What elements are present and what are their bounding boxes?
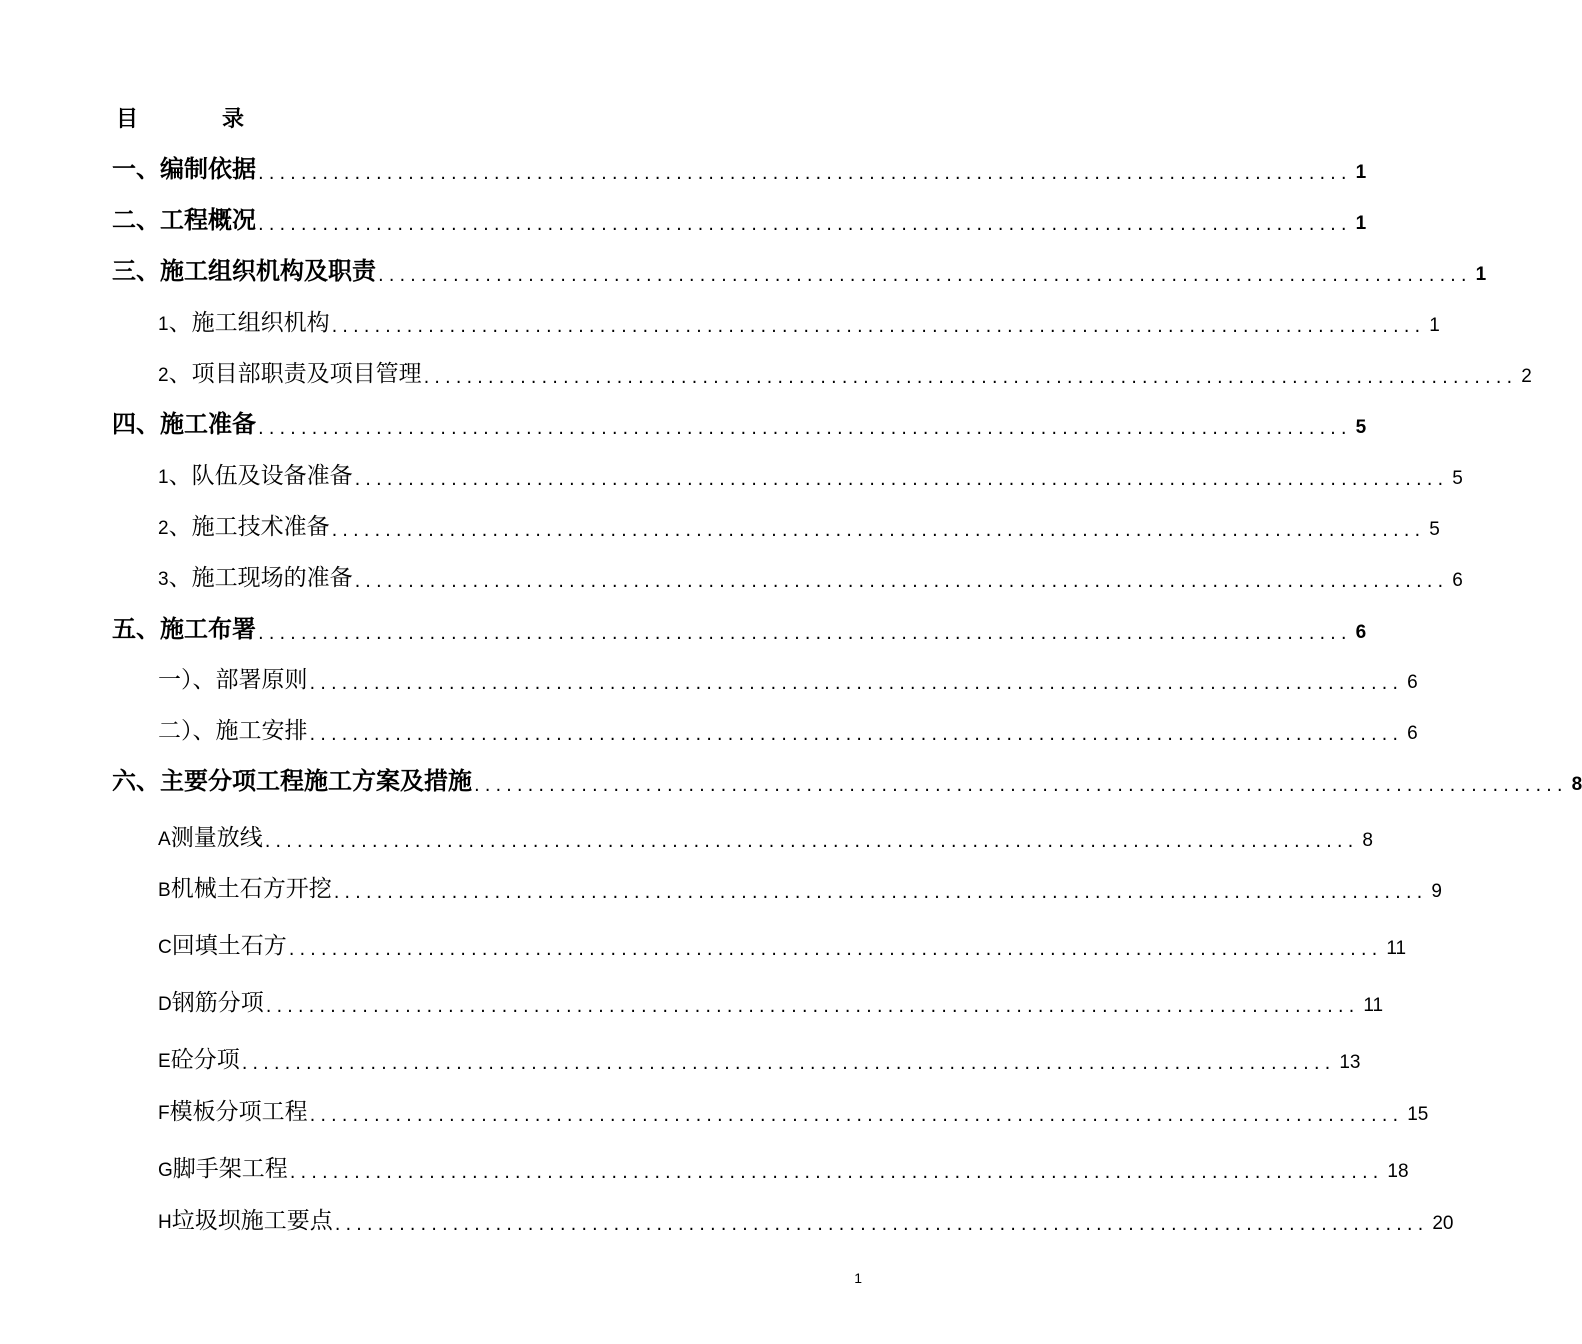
toc-entry-text: 二、工程概况 xyxy=(112,206,256,234)
toc-entry-page: 15 xyxy=(1407,1104,1429,1125)
toc-entry-text: 脚手架工程 xyxy=(172,1156,288,1182)
page-number: 1 xyxy=(854,1270,862,1286)
toc-entry-prefix: F xyxy=(158,1103,170,1124)
toc-title-right: 录 xyxy=(222,107,245,132)
toc-entry-page: 11 xyxy=(1363,995,1384,1016)
toc-entry-text: 三、施工组织机构及职责 xyxy=(112,257,376,285)
toc-entry-text: 、施工组织机构 xyxy=(168,310,330,336)
toc-entry[interactable]: 三、施工组织机构及职责 ...................................................................................................... 1 xyxy=(112,250,856,286)
toc-entry[interactable]: 二、工程概况 ...................................................................................................... 1 xyxy=(112,199,856,235)
toc-entry[interactable]: 一）、部署原则 ...................................................................................................... 6 xyxy=(158,660,856,694)
toc-entry-prefix: 2 xyxy=(158,365,169,386)
toc-entry[interactable]: 五、施工布署 ...................................................................................................... 6 xyxy=(112,608,856,644)
toc-entry-text: 、队伍及设备准备 xyxy=(168,463,353,489)
toc-entry-prefix: A xyxy=(158,829,171,850)
toc-entry[interactable]: 2、施工技术准备 ...................................................................................................... 5 xyxy=(158,514,1440,541)
toc-entry[interactable]: C回填土石方 ...................................................................................................... 11 xyxy=(158,933,1407,960)
toc-entry-prefix: G xyxy=(158,1160,173,1181)
toc-entry-prefix: C xyxy=(158,937,172,958)
toc-entry-text: 、项目部职责及项目管理 xyxy=(168,361,422,387)
toc-entry-text: 测量放线 xyxy=(170,825,263,851)
toc-entry-text: 一）、部署原则 xyxy=(158,667,308,693)
toc-entry[interactable]: 四、施工准备 ...................................................................................................... 5 xyxy=(112,403,856,439)
toc-entry-text: 机械土石方开挖 xyxy=(170,876,332,902)
toc-entry-text: 二）、施工安排 xyxy=(158,718,308,744)
toc-title-left: 目 xyxy=(116,107,139,132)
toc-entry-text: 钢筋分项 xyxy=(171,990,264,1016)
toc-entry[interactable]: A测量放线 ...................................................................................................... 8 xyxy=(158,825,1373,852)
toc-entry-page: 6 xyxy=(1452,570,1463,591)
toc-entry-page: 5 xyxy=(1452,468,1463,489)
toc-entry[interactable]: 1、队伍及设备准备 ...................................................................................................... 5 xyxy=(158,463,1463,490)
toc-entry-text: 四、施工准备 xyxy=(112,410,256,438)
toc-entry-page: 1 xyxy=(1475,264,1487,285)
toc-entry-page: 9 xyxy=(1431,881,1442,902)
toc-entry-prefix: H xyxy=(158,1212,172,1233)
toc-entry[interactable]: 二）、施工安排 ...................................................................................................... 6 xyxy=(158,711,856,745)
toc-entry-page: 6 xyxy=(1407,672,1418,693)
toc-entry-page: 1 xyxy=(1355,162,1367,183)
toc-entry-page: 8 xyxy=(1362,830,1373,851)
toc-entry-page: 1 xyxy=(1355,213,1367,234)
toc-entry-text: 回填土石方 xyxy=(171,933,287,959)
toc-entry[interactable]: 3、施工现场的准备 ...................................................................................................... 6 xyxy=(158,565,1463,592)
toc-entry-text: 六、主要分项工程施工方案及措施 xyxy=(112,767,472,795)
toc-entry[interactable]: B机械土石方开挖 ...................................................................................................... 9 xyxy=(158,876,1442,903)
toc-entry-text: 五、施工布署 xyxy=(112,615,256,643)
toc-entry[interactable]: 六、主要分项工程施工方案及措施 ...................................................................................................... 8 xyxy=(112,760,856,796)
toc-title xyxy=(116,102,244,133)
toc-entry-page: 8 xyxy=(1571,774,1582,795)
toc-entry[interactable]: E砼分项 ...................................................................................................... 13 xyxy=(158,1047,1361,1074)
toc-entry[interactable]: 1、施工组织机构 ...................................................................................................... 1 xyxy=(158,310,1440,337)
toc-entry-prefix: 2 xyxy=(158,518,169,539)
toc-entry-page: 18 xyxy=(1387,1161,1409,1182)
toc-entry-prefix: 1 xyxy=(158,467,169,488)
toc-entry-prefix: 3 xyxy=(158,569,169,590)
toc-entry[interactable]: D钢筋分项 ...................................................................................................... 11 xyxy=(158,990,1384,1017)
toc-entry-text: 、施工现场的准备 xyxy=(168,565,353,591)
toc-entry-prefix: E xyxy=(158,1051,171,1072)
toc-entry[interactable]: 2、项目部职责及项目管理 ...................................................................................................... 2 xyxy=(158,361,1532,388)
toc-entry-text: 一、编制依据 xyxy=(112,155,256,183)
toc-entry[interactable]: G脚手架工程 ...................................................................................................... 18 xyxy=(158,1156,1409,1183)
toc-entry[interactable]: F模板分项工程 ...................................................................................................... 15 xyxy=(158,1099,1429,1126)
toc-entry-page: 5 xyxy=(1355,417,1367,438)
toc-entry-page: 11 xyxy=(1386,938,1407,959)
toc-entry-page: 13 xyxy=(1339,1052,1361,1073)
toc-entry-text: 垃圾坝施工要点 xyxy=(171,1208,333,1234)
toc-entry-page: 6 xyxy=(1407,723,1418,744)
toc-entry[interactable]: 一、编制依据 ...................................................................................................... 1 xyxy=(112,148,856,184)
toc-entry[interactable]: H垃圾坝施工要点 ...................................................................................................... 20 xyxy=(158,1208,1454,1235)
toc-entry-page: 1 xyxy=(1429,315,1440,336)
toc-entry-page: 2 xyxy=(1521,366,1532,387)
toc-entry-text: 模板分项工程 xyxy=(169,1099,308,1125)
toc-entry-page: 5 xyxy=(1429,519,1440,540)
toc-entry-text: 砼分项 xyxy=(170,1047,240,1073)
toc-entry-prefix: B xyxy=(158,880,171,901)
toc-entry-page: 6 xyxy=(1355,622,1367,643)
toc-entry-text: 、施工技术准备 xyxy=(168,514,330,540)
toc-entry-prefix: 1 xyxy=(158,314,169,335)
toc-entry-page: 20 xyxy=(1432,1213,1454,1234)
toc-entry-prefix: D xyxy=(158,994,172,1015)
